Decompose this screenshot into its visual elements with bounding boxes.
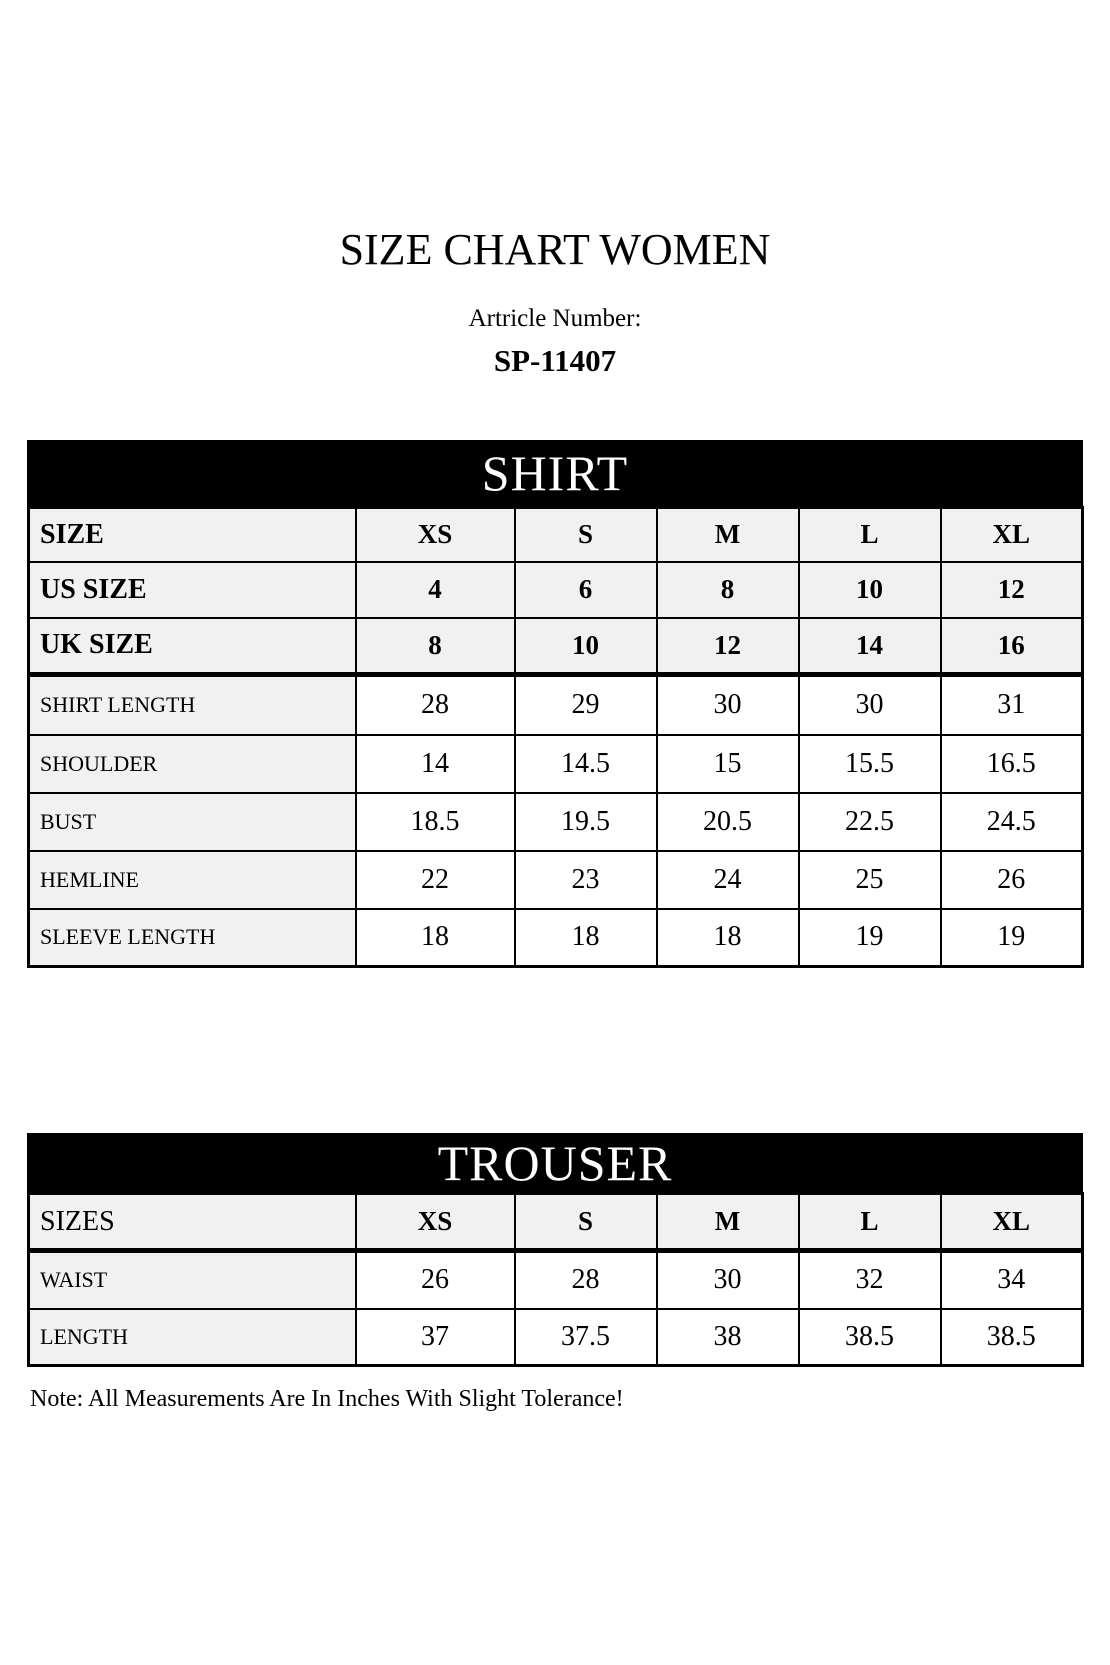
row-label: SHOULDER	[29, 735, 356, 793]
cell: 10	[515, 618, 657, 675]
cell: 32	[799, 1251, 941, 1309]
cell: 37	[356, 1309, 515, 1366]
table-row	[29, 909, 1083, 967]
row-label: LENGTH	[29, 1309, 356, 1366]
cell: 37.5	[515, 1309, 657, 1366]
cell: 12	[657, 618, 799, 675]
cell: 18	[657, 909, 799, 967]
cell: 15	[657, 735, 799, 793]
row-label: UK SIZE	[29, 618, 356, 675]
cell: XL	[941, 1194, 1083, 1251]
cell: L	[799, 1194, 941, 1251]
cell: 26	[941, 851, 1083, 909]
article-number-label: Artricle Number:	[468, 305, 642, 332]
cell: 31	[941, 675, 1083, 735]
cell: 8	[356, 618, 515, 675]
row-label: SIZE	[29, 508, 356, 562]
table-row	[29, 793, 1083, 851]
page-title: SIZE CHART WOMEN	[339, 225, 771, 274]
cell: 30	[657, 1251, 799, 1309]
cell: 19	[799, 909, 941, 967]
table-row	[29, 735, 1083, 793]
cell: 14.5	[515, 735, 657, 793]
row-label: US SIZE	[29, 562, 356, 618]
measurement-note: Note: All Measurements Are In Inches With Slight Tolerance!	[30, 1386, 624, 1412]
cell: 16	[941, 618, 1083, 675]
row-label: WAIST	[29, 1251, 356, 1309]
row-label: BUST	[29, 793, 356, 851]
cell: 24.5	[941, 793, 1083, 851]
shirt-table-title: SHIRT	[27, 440, 1083, 506]
trouser-table	[27, 1133, 1083, 1367]
cell: 28	[515, 1251, 657, 1309]
cell: XL	[941, 508, 1083, 562]
table-row	[29, 508, 1083, 562]
trouser-size-table	[27, 1192, 1084, 1367]
shirt-size-table	[27, 506, 1084, 968]
cell: 19.5	[515, 793, 657, 851]
cell: 34	[941, 1251, 1083, 1309]
cell: 19	[941, 909, 1083, 967]
trouser-table-title: TROUSER	[27, 1133, 1083, 1192]
cell: M	[657, 1194, 799, 1251]
cell: 12	[941, 562, 1083, 618]
cell: 14	[799, 618, 941, 675]
cell: 29	[515, 675, 657, 735]
table-row	[29, 1309, 1083, 1366]
cell: 23	[515, 851, 657, 909]
cell: 15.5	[799, 735, 941, 793]
cell: 8	[657, 562, 799, 618]
row-label: SIZES	[29, 1194, 356, 1251]
cell: 38	[657, 1309, 799, 1366]
table-row	[29, 1194, 1083, 1251]
cell: 25	[799, 851, 941, 909]
cell: XS	[356, 508, 515, 562]
article-number-value: SP-11407	[493, 343, 617, 378]
cell: M	[657, 508, 799, 562]
cell: 10	[799, 562, 941, 618]
cell: 18	[356, 909, 515, 967]
cell: 26	[356, 1251, 515, 1309]
cell: 20.5	[657, 793, 799, 851]
cell: 28	[356, 675, 515, 735]
cell: 6	[515, 562, 657, 618]
cell: 30	[657, 675, 799, 735]
cell: 24	[657, 851, 799, 909]
table-row	[29, 851, 1083, 909]
cell: XS	[356, 1194, 515, 1251]
cell: 14	[356, 735, 515, 793]
shirt-table	[27, 440, 1083, 968]
row-label: SLEEVE LENGTH	[29, 909, 356, 967]
cell: L	[799, 508, 941, 562]
cell: 22.5	[799, 793, 941, 851]
cell: 38.5	[799, 1309, 941, 1366]
cell: 18.5	[356, 793, 515, 851]
cell: S	[515, 1194, 657, 1251]
row-label: SHIRT LENGTH	[29, 675, 356, 735]
cell: 18	[515, 909, 657, 967]
cell: 4	[356, 562, 515, 618]
table-row	[29, 1251, 1083, 1309]
table-row	[29, 562, 1083, 618]
row-label: HEMLINE	[29, 851, 356, 909]
cell: 30	[799, 675, 941, 735]
table-row	[29, 675, 1083, 735]
cell: 38.5	[941, 1309, 1083, 1366]
cell: 22	[356, 851, 515, 909]
table-row	[29, 618, 1083, 675]
cell: 16.5	[941, 735, 1083, 793]
cell: S	[515, 508, 657, 562]
